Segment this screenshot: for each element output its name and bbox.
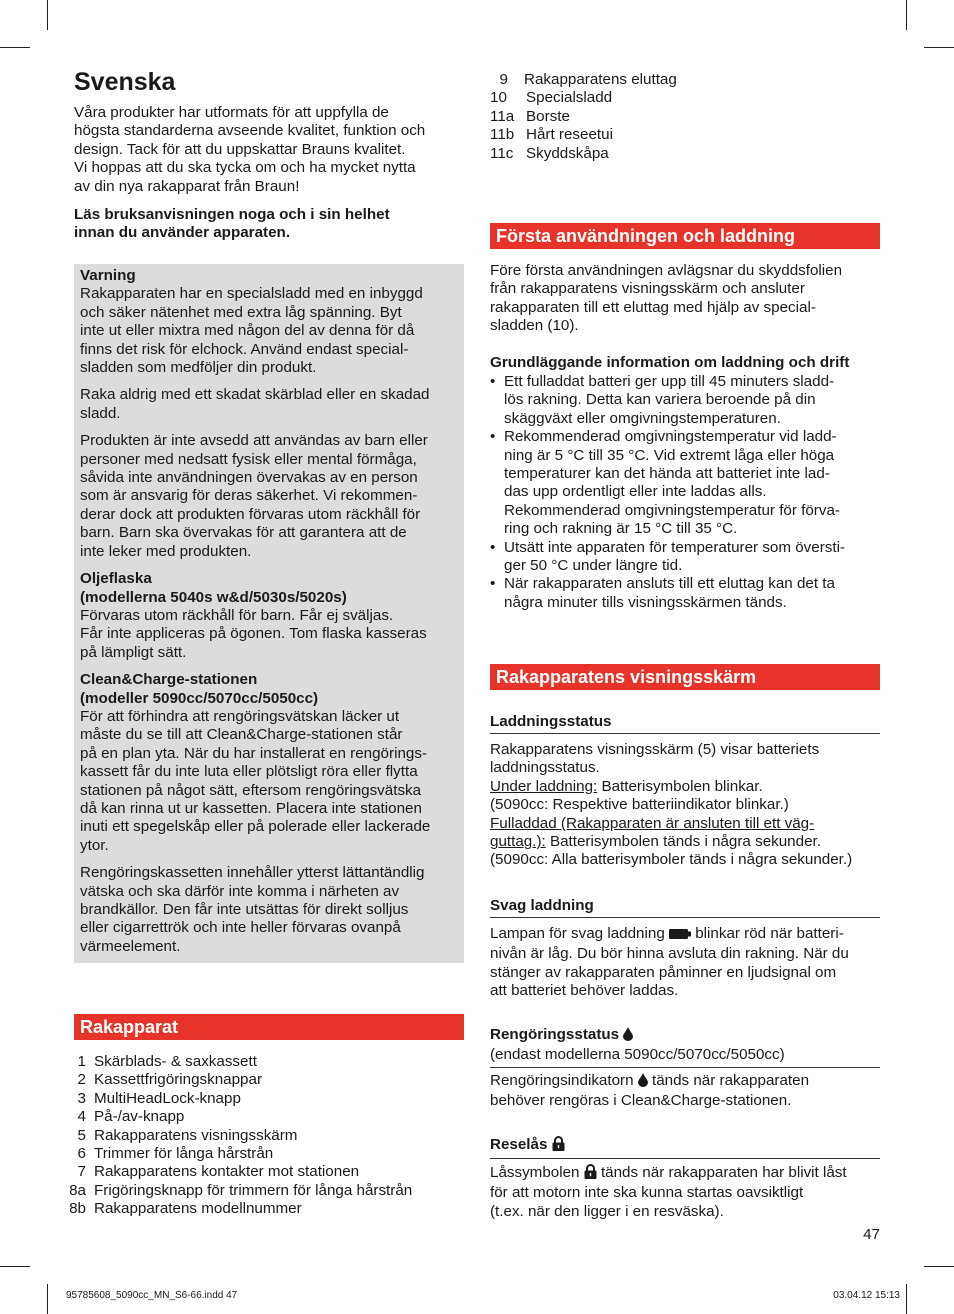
warning-paragraph: Rakapparaten har en specialsladd med en inbyggd och säker nätenhet med extra låg spänning. Byt inte ut eller mixtra med någon del av denna för då finns det risk för elchock. Använd endast special- sladden som medföljer din produkt. bbox=[80, 285, 423, 377]
travel-lock-text-2: tänds när rakapparaten har blivit låst bbox=[596, 1164, 847, 1181]
weak-charge-heading: Svag laddning bbox=[490, 897, 880, 918]
crop-mark bbox=[47, 0, 48, 30]
travel-lock-text: Låssymbolen bbox=[490, 1164, 584, 1181]
intro-text: Våra produkter har utformats för att uppfylla de högsta standarderna avseende kvalitet, funktion och design. Tack för att du uppskattar Brauns kvalitet. Vi hoppas att du ska tycka om och ha mycket nytta av din nya rakapparat från Braun! bbox=[74, 104, 426, 195]
list-item: 9 Rakapparatens eluttag bbox=[499, 71, 677, 88]
list-item: 10 Specialsladd bbox=[490, 89, 613, 107]
weak-charge-text-2: blinkar röd när batteri- bbox=[691, 925, 844, 942]
weak-charge-block bbox=[490, 925, 885, 1001]
clean-charge-text-2: Rengöringskassetten innehåller ytterst lättantändlig vätska och ska därför inte komma i närheten av brandkällor. Den får inte utsättas för direkt solljus eller cigarrettrök och inte heller förvaras ovanpå värmeelement. bbox=[80, 864, 425, 955]
section-heading-rakapparat: Rakapparat bbox=[74, 1014, 464, 1040]
list-item: 11c Skyddskåpa bbox=[490, 144, 609, 162]
parts-list-continued bbox=[490, 71, 880, 163]
basics-list bbox=[490, 373, 885, 612]
crop-mark bbox=[0, 1266, 30, 1267]
clean-charge-text: För att förhindra att rengöringsvätskan läcker ut måste du se till att Clean&Charge-stationen står på en plan yta. När du har installerat en rengörings- kassett får du inte luta eller plötsligt röra eller flytta stationen på något sätt, eftersom rengöringsvätska då kan rinna ut ur kassetten. Placera inte stationen inuti ett spegelskåp eller på polerade eller lackerade ytor. bbox=[80, 707, 431, 854]
warning-paragraph: Raka aldrig med ett skadat skärblad eller en skadad sladd. bbox=[80, 386, 430, 422]
clean-status-subtitle: (endast modellerna 5090cc/5070cc/5050cc) bbox=[490, 1046, 785, 1064]
weak-charge-rest: nivån är låg. Du bör hinna avsluta din rakning. När du stänger av rakapparaten påminner en ljudsignal om att batteriet behöver laddas. bbox=[490, 945, 849, 1000]
warning-box bbox=[74, 264, 464, 963]
lock-icon bbox=[552, 1136, 565, 1156]
list-item: • Rekommenderad omgivningstemperatur vid ladd- ning är 5 °C till 35 °C. Vid extremt låga eller höga temperaturer kan det hända att batteriet inte lad- das upp ordentligt eller inte laddas alls. Rekommenderad omgivningstemperatur för förva- ring och rakning är 15 °C till 35 °C. bbox=[490, 428, 885, 538]
crop-mark bbox=[924, 47, 954, 48]
footer-file-info: 95785608_5090cc_MN_S6-66.indd 47 bbox=[66, 1290, 238, 1301]
section-heading-display: Rakapparatens visningsskärm bbox=[490, 664, 880, 690]
drop-icon bbox=[638, 1073, 648, 1092]
clean-status-block bbox=[490, 1072, 885, 1111]
oil-heading: Oljeflaska (modellerna 5040s w&d/5030s/5020s) bbox=[80, 570, 347, 606]
clean-status-line bbox=[490, 1072, 885, 1092]
lock-icon bbox=[584, 1164, 597, 1184]
under-charging-line bbox=[490, 778, 885, 796]
first-use-text: Före första användningen avlägsnar du skyddsfolien från rakapparatens visningsskärm och ansluter rakapparaten till ett eluttag med hjälp av special- sladden (10). bbox=[490, 262, 843, 335]
list-item: 3 MultiHeadLock-knapp bbox=[77, 1089, 241, 1107]
weak-charge-line bbox=[490, 925, 885, 945]
list-item: 1 Skärblads- & saxkassett bbox=[77, 1053, 257, 1070]
clean-status-rest: behöver rengöras i Clean&Charge-stationen. bbox=[490, 1092, 792, 1110]
list-item: 5 Rakapparatens visningsskärm bbox=[77, 1126, 298, 1144]
clean-status-text: Rengöringsindikatorn bbox=[490, 1072, 638, 1089]
under-charging-label: Under laddning: bbox=[490, 777, 598, 795]
crop-mark bbox=[906, 0, 907, 30]
list-item: 8b Rakapparatens modellnummer bbox=[69, 1200, 302, 1218]
page-number: 47 bbox=[863, 1226, 880, 1243]
list-item: 11a Borste bbox=[490, 107, 570, 125]
clean-status-title: Rengöringsstatus bbox=[490, 1026, 620, 1043]
oil-text: Förvaras utom räckhåll för barn. Får ej sväljas. Får inte appliceras på ögonen. Tom flaska kasseras på lämpligt sätt. bbox=[80, 606, 427, 661]
read-notice: Läs bruksanvisningen noga och i sin helhet innan du använder apparaten. bbox=[74, 206, 390, 242]
weak-charge-text: Lampan för svag laddning bbox=[490, 925, 669, 942]
charge-status-text: Rakapparatens visningsskärm (5) visar batteriets laddningsstatus. bbox=[490, 741, 820, 777]
list-item: 2 Kassettfrigöringsknappar bbox=[77, 1071, 262, 1089]
warning-heading: Varning bbox=[80, 267, 136, 284]
travel-lock-rest: för att motorn inte ska kunna startas oavsiktligt (t.ex. när den ligger i en resväska). bbox=[490, 1184, 804, 1220]
crop-mark bbox=[906, 1284, 907, 1314]
list-item: • Ett fulladdat batteri ger upp till 45 minuters sladd- lös rakning. Detta kan variera beroende på din skäggväxt eller omgivningstemperaturen. bbox=[490, 373, 885, 428]
battery-low-icon bbox=[669, 927, 691, 945]
drop-icon bbox=[623, 1027, 633, 1046]
travel-lock-heading bbox=[490, 1136, 880, 1159]
section-heading-first-use: Första användningen och laddning bbox=[490, 223, 880, 249]
clean-status-text-2: tänds när rakapparaten bbox=[647, 1072, 810, 1089]
footer-date: 03.04.12 15:13 bbox=[833, 1290, 900, 1301]
full-charge-text: Batterisymbolen tänds i några sekunder. bbox=[545, 833, 821, 851]
crop-mark bbox=[924, 1266, 954, 1267]
list-item: 11b Hårt reseetui bbox=[490, 126, 613, 144]
list-item: 8a Frigöringsknapp för trimmern för långa hårstrån bbox=[69, 1181, 413, 1199]
crop-mark bbox=[0, 47, 30, 48]
page-title: Svenska bbox=[74, 68, 176, 96]
parts-list bbox=[66, 1053, 476, 1219]
travel-lock-line bbox=[490, 1164, 885, 1184]
list-item: 7 Rakapparatens kontakter mot stationen bbox=[77, 1163, 360, 1181]
charge-status-heading: Laddningsstatus bbox=[490, 713, 880, 734]
full-charge-note: (5090cc: Alla batterisymboler tänds i några sekunder.) bbox=[490, 851, 853, 869]
clean-status-heading bbox=[490, 1026, 880, 1068]
travel-lock-block bbox=[490, 1164, 885, 1221]
under-charging-note: (5090cc: Respektive batteriindikator blinkar.) bbox=[490, 796, 789, 814]
basics-heading: Grundläggande information om laddning och drift bbox=[490, 354, 850, 371]
warning-paragraph: Produkten är inte avsedd att användas av barn eller personer med nedsatt fysisk eller mental förmåga, såvida inte användningen övervakas av en person som är ansvarig för deras säkerhet. Vi rekommen- derar dock att produkten förvaras utom räckhåll för barn. Barn ska övervakas för att garantera att de inte leker med produkten. bbox=[80, 432, 428, 560]
list-item: • När rakapparaten ansluts till ett eluttag kan det ta några minuter tills visningsskärmen tänds. bbox=[490, 575, 885, 612]
travel-lock-title: Reselås bbox=[490, 1136, 548, 1153]
list-item: 6 Trimmer för långa hårstrån bbox=[77, 1145, 274, 1163]
full-charge-line bbox=[490, 815, 885, 852]
list-item: • Utsätt inte apparaten för temperaturer som översti- ger 50 °C under längre tid. bbox=[490, 539, 885, 576]
clean-charge-heading: Clean&Charge-stationen (modeller 5090cc/5070cc/5050cc) bbox=[80, 671, 319, 707]
under-charging-text: Batterisymbolen blinkar. bbox=[597, 777, 763, 795]
list-item: 4 På-/av-knapp bbox=[77, 1108, 185, 1126]
crop-mark bbox=[47, 1284, 48, 1314]
full-charge-label: Fulladdad (Rakapparaten är ansluten till ett väg- guttag.): bbox=[490, 814, 815, 851]
charge-status-block bbox=[490, 741, 885, 870]
